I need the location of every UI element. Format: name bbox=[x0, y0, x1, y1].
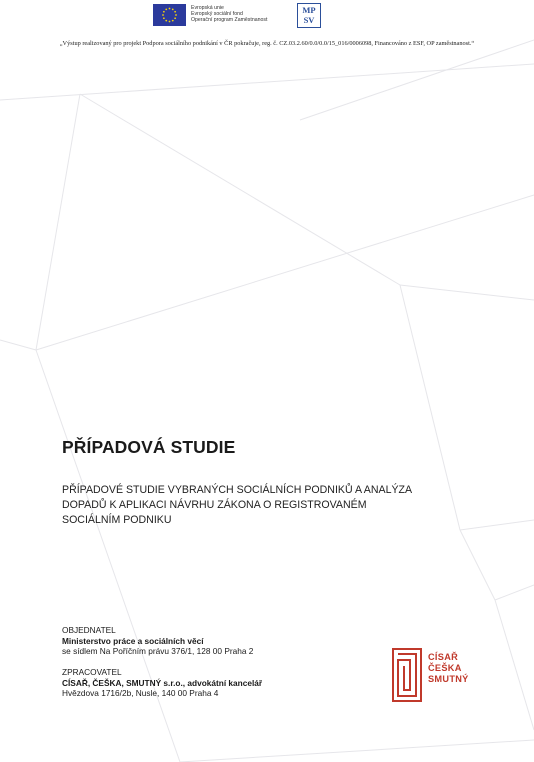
eu-text-line: Evropská unie bbox=[191, 5, 224, 11]
client-label: OBJEDNATEL bbox=[62, 625, 116, 635]
eu-star-icon bbox=[169, 21, 171, 23]
mpsv-logo-line: MP bbox=[302, 5, 316, 15]
document-title: PŘÍPADOVÁ STUDIE bbox=[62, 437, 236, 457]
author-block bbox=[62, 667, 262, 699]
law-firm-logo-text bbox=[428, 652, 469, 685]
client-block bbox=[62, 625, 253, 657]
eu-star-icon bbox=[163, 17, 165, 19]
law-firm-logo-line: ČEŠKA bbox=[428, 663, 462, 673]
eu-star-icon bbox=[175, 14, 177, 16]
eu-flag-logo bbox=[153, 4, 186, 26]
eu-star-icon bbox=[165, 8, 167, 10]
author-address: Hvězdova 1716/2b, Nusle, 140 00 Praha 4 bbox=[62, 688, 219, 698]
mpsv-logo bbox=[297, 3, 321, 28]
project-funding-note: „Výstup realizovaný pro projekt Podpora sociálního podnikání v ČR pokračuje, reg. č. CZ.03.2.60/0.0/0.0/15_016/0006098, Financováno z ESF, OP zaměstnanost.“ bbox=[59, 40, 475, 47]
client-address: se sídlem Na Poříčním právu 376/1, 128 00 Praha 2 bbox=[62, 646, 254, 656]
law-firm-logo-line: SMUTNÝ bbox=[428, 674, 469, 684]
eu-text-line: Evropský sociální fond bbox=[191, 11, 243, 18]
eu-star-icon bbox=[172, 8, 174, 10]
law-firm-logo bbox=[392, 648, 502, 702]
eu-text-line: Operační program Zaměstnanost bbox=[191, 17, 268, 24]
eu-logo-text bbox=[191, 5, 267, 24]
law-firm-logo-mark bbox=[392, 648, 422, 702]
author-name: CÍSAŘ, ČEŠKA, SMUTNÝ s.r.o., advokátní kancelář bbox=[62, 677, 263, 688]
eu-star-icon bbox=[174, 11, 176, 13]
mpsv-logo-line: SV bbox=[303, 15, 315, 25]
eu-star-icon bbox=[174, 17, 176, 19]
law-firm-logo-line: CÍSAŘ bbox=[428, 652, 459, 662]
eu-star-icon bbox=[172, 20, 174, 22]
client-name: Ministerstvo práce a sociálních věcí bbox=[62, 635, 204, 646]
eu-star-icon bbox=[162, 14, 164, 16]
author-label: ZPRACOVATEL bbox=[62, 667, 122, 677]
eu-star-icon bbox=[169, 8, 171, 10]
eu-star-icon bbox=[165, 20, 167, 22]
eu-star-icon bbox=[163, 11, 165, 13]
document-subtitle: PŘÍPADOVÉ STUDIE VYBRANÝCH SOCIÁLNÍCH PODNIKŮ A ANALÝZA DOPADŮ K APLIKACI NÁVRHU ZÁKONA O REGISTROVANÉM SOCIÁLNÍM PODNIKU bbox=[62, 484, 412, 526]
